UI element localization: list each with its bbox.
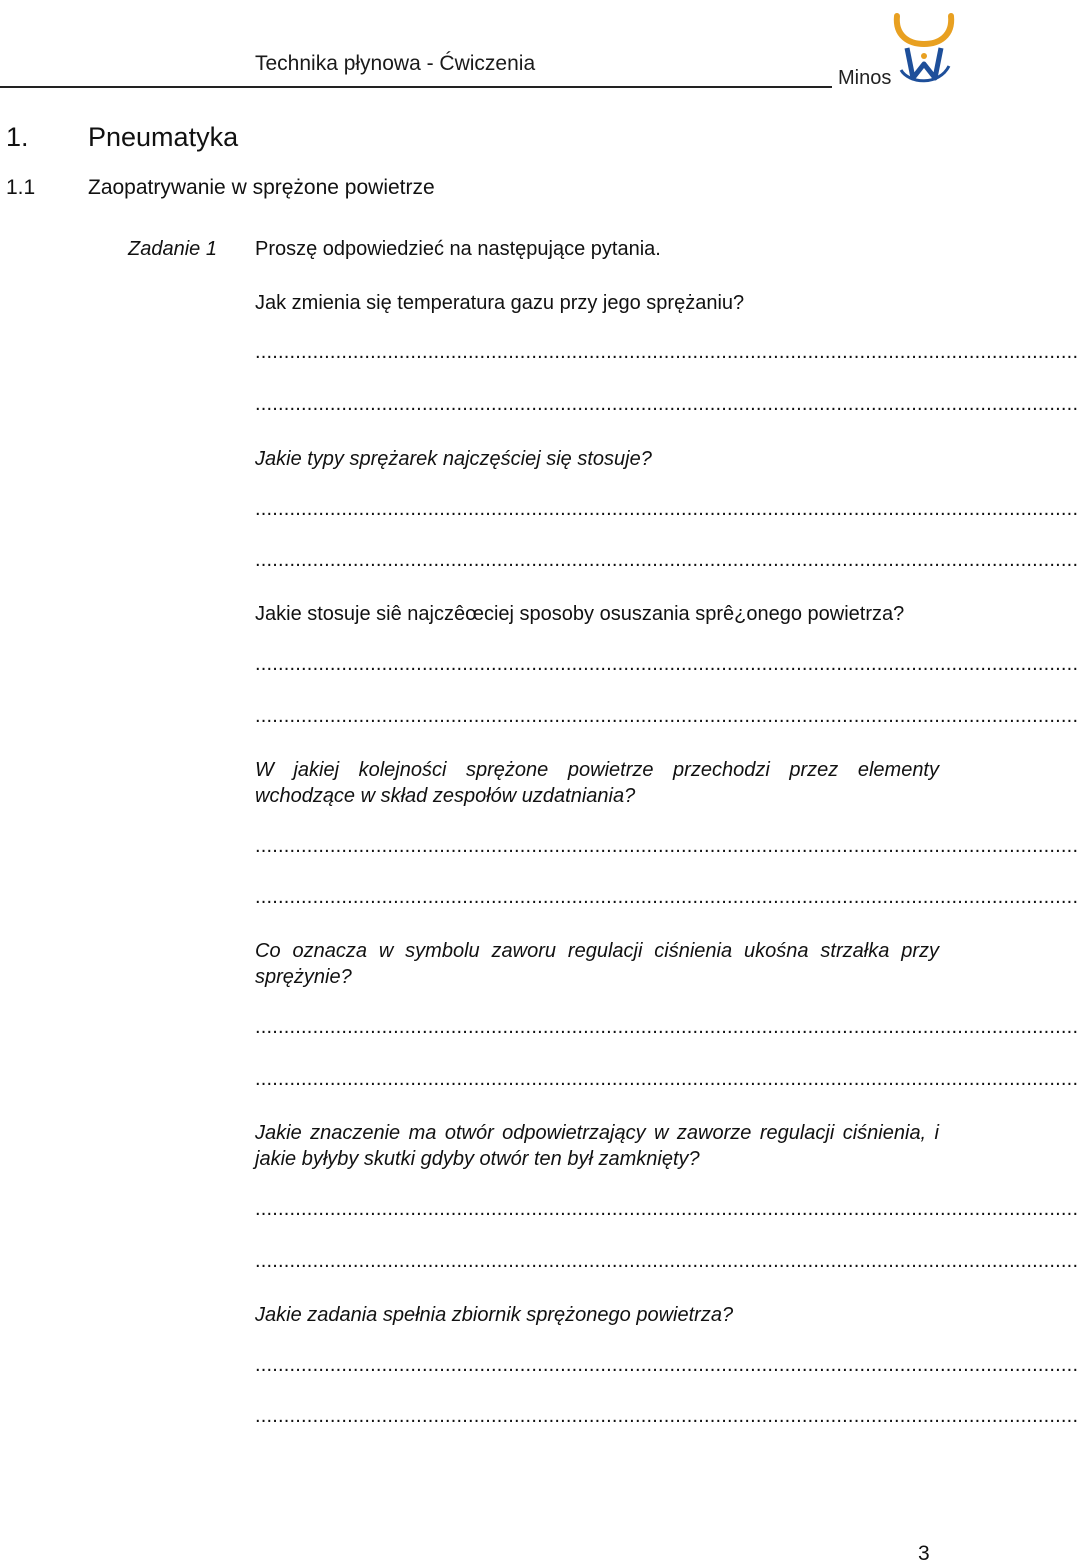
answer-line[interactable]: ............................................................................................................................................... [255, 341, 1078, 363]
page-number: 3 [918, 1542, 930, 1565]
task-label: Zadanie 1 [128, 238, 217, 260]
answer-line[interactable]: ............................................................................................................................................... [255, 886, 1078, 908]
task-intro: Proszę odpowiedzieć na następujące pytania. [255, 238, 661, 260]
chapter-number: 1. [6, 122, 29, 152]
answer-line[interactable]: ............................................................................................................................................... [255, 1068, 1078, 1090]
answer-line[interactable]: ............................................................................................................................................... [255, 1354, 1078, 1376]
header-title: Technika płynowa - Ćwiczenia [255, 52, 536, 75]
question-4: W jakiej kolejności sprężone powietrze przechodzi przez elementy wchodzące w skład zespołów uzdatniania? [255, 759, 939, 807]
answer-line[interactable]: ............................................................................................................................................... [255, 835, 1078, 857]
question-7: Jakie zadania spełnia zbiornik sprężonego powietrza? [255, 1304, 734, 1326]
header-divider [0, 86, 832, 88]
answer-line[interactable]: ............................................................................................................................................... [255, 498, 1078, 520]
answer-line[interactable]: ............................................................................................................................................... [255, 1198, 1078, 1220]
brand-name: Minos [838, 67, 892, 89]
question-2: Jakie typy sprężarek najczęściej się stosuje? [255, 448, 652, 470]
question-1: Jak zmienia się temperatura gazu przy jego sprężaniu? [255, 292, 745, 314]
minos-bull-logo-icon [893, 8, 955, 92]
answer-line[interactable]: ............................................................................................................................................... [255, 653, 1078, 675]
answer-line[interactable]: ............................................................................................................................................... [255, 393, 1078, 415]
answer-line[interactable]: ............................................................................................................................................... [255, 549, 1078, 571]
question-3: Jakie stosuje siê najczêœciej sposoby osuszania sprê¿onego powietrza? [255, 603, 905, 625]
answer-line[interactable]: ............................................................................................................................................... [255, 1250, 1078, 1272]
section-title: Zaopatrywanie w sprężone powietrze [88, 176, 435, 199]
question-5: Co oznacza w symbolu zaworu regulacji ciśnienia ukośna strzałka przy sprężynie? [255, 940, 939, 988]
answer-line[interactable]: ............................................................................................................................................... [255, 705, 1078, 727]
chapter-title: Pneumatyka [88, 122, 239, 152]
question-6: Jakie znaczenie ma otwór odpowietrzający w zaworze regulacji ciśnienia, i jakie byłyby skutki gdyby otwór ten był zamknięty? [255, 1122, 939, 1170]
answer-line[interactable]: ............................................................................................................................................... [255, 1405, 1078, 1427]
section-number: 1.1 [6, 176, 36, 199]
answer-line[interactable]: ............................................................................................................................................... [255, 1016, 1078, 1038]
